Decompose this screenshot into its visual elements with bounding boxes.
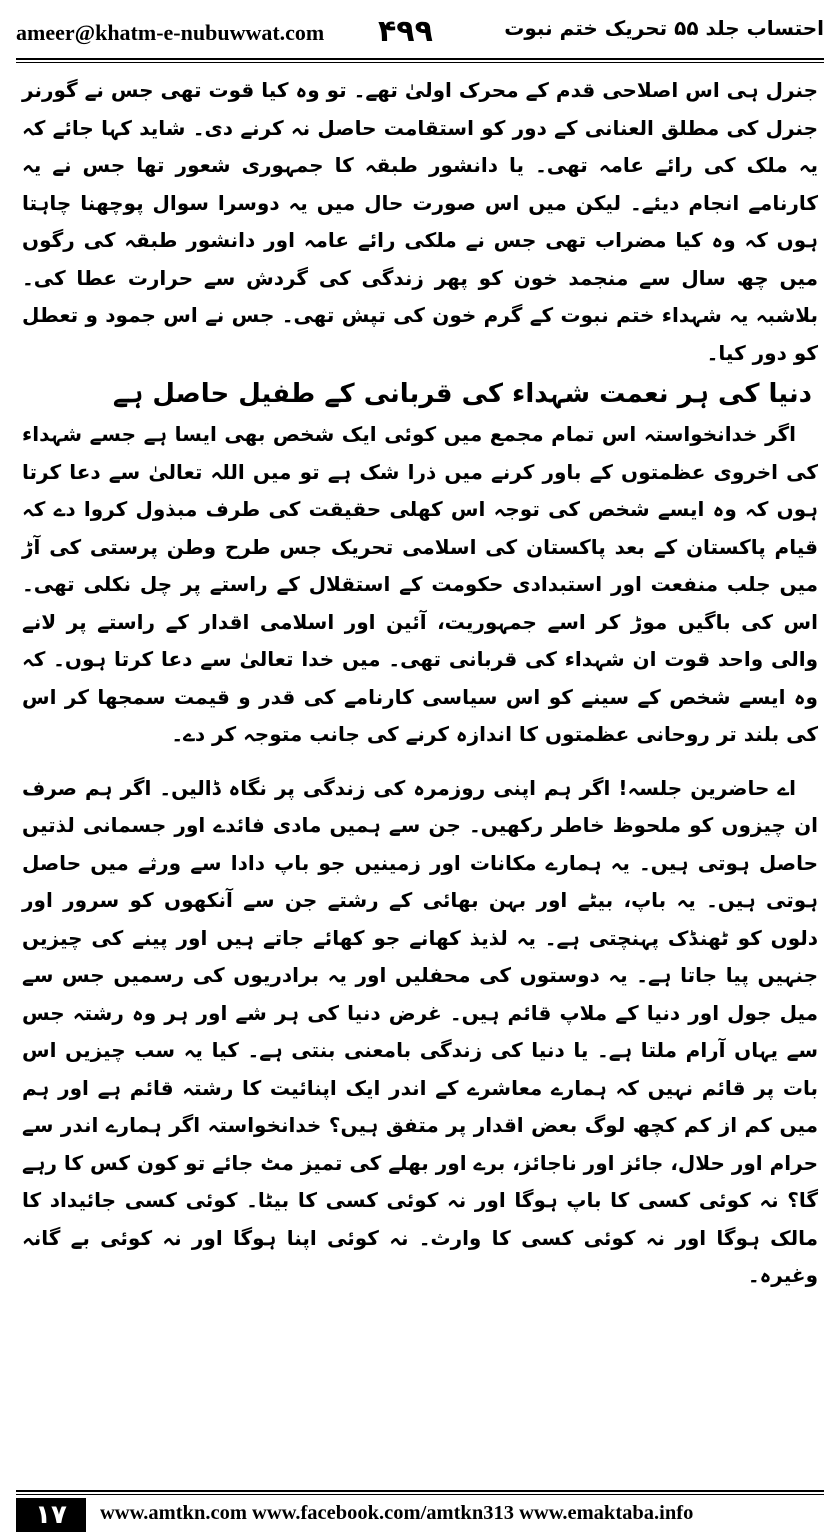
header-page-number: ۴۹۹ [378, 14, 433, 49]
paragraph-1: جنرل ہی اس اصلاحی قدم کے محرک اولیٰ تھے۔ تو وہ کیا قوت تھی جس نے گورنر جنرل کی مطلق العنانی کے دور کو استقامت حاصل نہ کرنے دی۔ شاید کہا جائے کہ یہ ملک کی رائے عامہ تھی۔ یا دانشور طبقہ کا جمہوری شعور تھا جس نے یہ کارنامے انجام دیئے۔ لیکن میں اس صورت حال میں یہ دوسرا سوال پوچھنا چاہتا ہوں کہ وہ کیا مضراب تھی جس نے ملکی رائے عامہ اور دانشور طبقہ کی رگوں میں چھ سال سے منجمد خون کو پھر زندگی کی گردش سے حرارت عطا کی۔ بلاشبہ یہ شہداء ختم نبوت کے گرم خون کی تپش تھی۔ جس نے اس جمود و تعطل کو دور کیا۔ [22, 78, 818, 365]
page-header [16, 14, 824, 58]
section-heading: دنیا کی ہر نعمت شہداء کی قربانی کے طفیل حاصل ہے [112, 379, 812, 409]
header-email: ameer@khatm-e-nubuwwat.com [16, 20, 325, 45]
paragraph-2: اگر خدانخواستہ اس تمام مجمع میں کوئی ایک شخص بھی ایسا ہے جسے شہداء کی اخروی عظمتوں کے باور کرنے میں ذرا شک ہے تو میں اللہ تعالیٰ سے دعا کرتا ہوں کہ وہ ایسے شخص کی توجہ اس کھلی حقیقت کی طرف مبذول کروا دے کہ قیام پاکستان کے بعد پاکستان کی اسلامی تحریک جس طرح وطن پرستی کی آڑ میں جلب منفعت اور استبدادی حکومت کے استقلال کے راستے پر چل نکلی تھی۔ اس کی باگیں موڑ کر اسے جمہوریت، آئین اور اسلامی اقدار کے راستے پر لانے والی واحد قوت ان شہداء کی قربانی تھی۔ میں خدا تعالیٰ سے دعا کرتا ہوں۔ کہ وہ ایسے شخص کے سینے کو اس سیاسی کارنامے کی قدر و قیمت سمجھا کر اس کی بلند تر روحانی عظمتوں کا اندازہ کرنے کی جانب متوجہ کر دے۔ [22, 422, 818, 746]
page-footer [16, 1490, 824, 1534]
paragraph-3: اے حاضرین جلسہ! اگر ہم اپنی روزمرہ کی زندگی پر نگاہ ڈالیں۔ اگر ہم صرف ان چیزوں کو ملحوظ خاطر رکھیں۔ جن سے ہمیں مادی فائدے اور جسمانی لذتیں حاصل ہوتی ہیں۔ یہ ہمارے مکانات اور زمینیں جو باپ دادا سے ورثے میں حاصل ہوتی ہیں۔ یہ باپ، بیٹے اور بہن بھائی کے رشتے جن سے آنکھوں کو سرور اور دلوں کو ٹھنڈک پہنچتی ہے۔ یہ لذیذ کھانے جو کھائے جاتے ہیں اور پینے کی چیزیں جنہیں پیا جاتا ہے۔ یہ دوستوں کی محفلیں اور یہ برادریوں کی رسمیں جس سے میل جول اور دنیا کے ملاپ قائم ہیں۔ غرض دنیا کی ہر شے اور ہر وہ رشتہ جس سے یہاں آرام ملتا ہے۔ یا دنیا کی زندگی بامعنی بنتی ہے۔ کیا یہ سب چیزیں اس بات پر قائم نہیں کہ ہمارے معاشرے کے اندر ایک اپنائیت کا رشتہ قائم ہے اور ہم میں کم از کم کچھ لوگ بعض اقدار پر متفق ہیں؟ خدانخواستہ اگر ہمارے اندر سے حرام اور حلال، جائز اور ناجائز، برے اور بھلے کی تمیز مٹ جائے تو کون کس کا رہے گا؟ نہ کوئی کسی کا باپ ہوگا اور نہ کوئی کسی کا بیٹا۔ کوئی کسی جائیداد کا مالک ہوگا اور نہ کوئی کسی کا وارث۔ نہ کوئی اپنا ہوگا اور نہ کوئی بے گانہ وغیرہ۔ [22, 775, 818, 1287]
header-title: احتساب جلد ۵۵ تحریک ختم نبوت [504, 16, 824, 40]
header-rule-thin [16, 62, 824, 63]
footer-rule [16, 1490, 824, 1492]
footer-links: www.amtkn.com www.facebook.com/amtkn313 www.emaktaba.info [100, 1502, 694, 1524]
footer-rule-thin [16, 1494, 824, 1495]
page-body [22, 72, 818, 1295]
footer-folio: ۱۷ [16, 1498, 86, 1532]
header-rule [16, 58, 824, 60]
